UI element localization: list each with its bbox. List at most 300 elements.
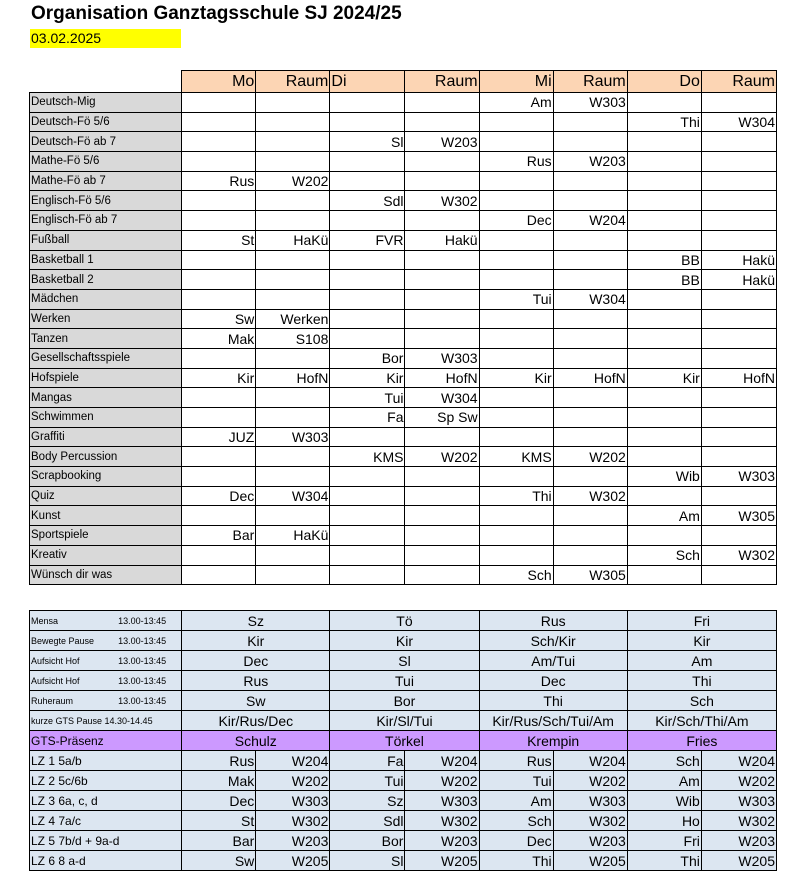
lz-cell: Dec — [479, 831, 553, 851]
schedule-cell — [553, 270, 627, 290]
header-cell: Raum — [256, 71, 330, 93]
duty-cell: Am/Tui — [479, 651, 627, 671]
schedule-cell — [182, 132, 256, 152]
gts-cell: Törkel — [330, 731, 479, 751]
lz-cell: Bor — [330, 831, 405, 851]
schedule-cell — [479, 526, 553, 546]
schedule-cell — [627, 348, 701, 368]
schedule-cell — [256, 506, 330, 526]
schedule-cell — [256, 289, 330, 309]
schedule-cell — [701, 132, 776, 152]
activity-label: Basketball 2 — [30, 270, 182, 290]
lz-cell: Fa — [330, 751, 405, 771]
schedule-cell: Sp Sw — [405, 408, 479, 428]
table-row — [30, 171, 777, 191]
schedule-cell: W303 — [405, 348, 479, 368]
schedule-cell — [182, 270, 256, 290]
schedule-cell — [405, 309, 479, 329]
schedule-cell: BB — [627, 250, 701, 270]
schedule-cell — [182, 408, 256, 428]
schedule-cell: W305 — [553, 565, 627, 585]
schedule-cell: Bar — [182, 526, 256, 546]
table-row — [30, 270, 777, 290]
schedule-cell — [182, 250, 256, 270]
duty-cell: Bor — [330, 691, 479, 711]
schedule-cell — [701, 93, 776, 113]
duty-label-cell — [30, 611, 182, 631]
duty-cell: Kir/Rus/Dec — [182, 711, 330, 731]
duty-time: 13.00-13:45 — [118, 635, 167, 646]
schedule-cell — [330, 112, 405, 132]
duty-time: 13.00-13:45 — [118, 675, 167, 686]
header-cell: Mo — [182, 71, 256, 93]
lz-row — [30, 811, 777, 831]
lz-cell: Sdl — [330, 811, 405, 831]
lz-cell: Rus — [182, 751, 256, 771]
duty-label: Mensa — [31, 615, 59, 626]
schedule-cell — [627, 565, 701, 585]
schedule-cell — [627, 132, 701, 152]
lz-cell: W205 — [553, 851, 627, 871]
lz-cell: W203 — [256, 831, 330, 851]
schedule-cell — [405, 211, 479, 231]
lz-label: LZ 5 7b/d + 9a-d — [30, 831, 182, 851]
schedule-cell — [627, 427, 701, 447]
table-row — [30, 211, 777, 231]
schedule-cell — [256, 132, 330, 152]
schedule-cell — [479, 388, 553, 408]
schedule-cell: BB — [627, 270, 701, 290]
activity-label: Body Percussion — [30, 447, 182, 467]
lz-cell: Sch — [627, 751, 701, 771]
schedule-cell: Thi — [479, 486, 553, 506]
activity-label: Sportspiele — [30, 526, 182, 546]
schedule-cell — [182, 506, 256, 526]
schedule-cell — [701, 565, 776, 585]
schedule-cell — [330, 467, 405, 487]
activity-label: Graffiti — [30, 427, 182, 447]
schedule-cell: Sch — [627, 545, 701, 565]
schedule-cell — [701, 526, 776, 546]
lz-cell: Thi — [479, 851, 553, 871]
lz-row — [30, 751, 777, 771]
schedule-cell — [256, 211, 330, 231]
schedule-cell — [330, 93, 405, 113]
activity-label: Schwimmen — [30, 408, 182, 428]
duty-cell: Kir/Sch/Thi/Am — [627, 711, 776, 731]
duty-label-cell — [30, 691, 182, 711]
schedule-cell — [701, 211, 776, 231]
schedule-cell — [405, 506, 479, 526]
schedule-cell — [701, 427, 776, 447]
schedule-cell: Sl — [330, 132, 405, 152]
schedule-cell — [479, 408, 553, 428]
schedule-cell: W203 — [553, 152, 627, 172]
schedule-cell: W203 — [405, 132, 479, 152]
schedule-cell: Hakü — [405, 230, 479, 250]
table-row — [30, 408, 777, 428]
lz-label: LZ 3 6a, c, d — [30, 791, 182, 811]
schedule-cell — [256, 250, 330, 270]
schedule-cell — [182, 211, 256, 231]
duty-cell: Kir — [627, 631, 776, 651]
lz-cell: W303 — [405, 791, 479, 811]
schedule-cell — [627, 486, 701, 506]
duty-row — [30, 631, 777, 651]
duty-time: 13.00-13:45 — [118, 655, 167, 666]
schedule-cell — [701, 152, 776, 172]
schedule-cell: W304 — [701, 112, 776, 132]
schedule-cell — [405, 270, 479, 290]
schedule-cell — [405, 93, 479, 113]
lz-cell: W205 — [701, 851, 776, 871]
duty-row — [30, 691, 777, 711]
schedule-cell — [405, 152, 479, 172]
schedule-cell — [479, 171, 553, 191]
lz-row — [30, 851, 777, 871]
schedule-cell: W202 — [256, 171, 330, 191]
lz-cell: W303 — [553, 791, 627, 811]
schedule-cell — [405, 545, 479, 565]
schedule-cell: W303 — [553, 93, 627, 113]
schedule-cell: Kir — [479, 368, 553, 388]
activity-label: Basketball 1 — [30, 250, 182, 270]
schedule-cell — [256, 447, 330, 467]
duty-cell: Kir — [330, 631, 479, 651]
schedule-cell — [405, 329, 479, 349]
schedule-cell: Sw — [182, 309, 256, 329]
schedule-cell: Rus — [479, 152, 553, 172]
activity-label: Kunst — [30, 506, 182, 526]
schedule-cell — [553, 506, 627, 526]
schedule-cell — [330, 427, 405, 447]
schedule-cell — [479, 112, 553, 132]
duty-label: Ruheraum — [31, 695, 74, 706]
header-row — [30, 71, 777, 93]
duty-time: 13.00-13:45 — [118, 695, 167, 706]
lz-cell: Thi — [627, 851, 701, 871]
lz-cell: W202 — [701, 771, 776, 791]
duty-label-cell — [30, 651, 182, 671]
schedule-cell: W204 — [553, 211, 627, 231]
page-title: Organisation Ganztagsschule SJ 2024/25 — [31, 3, 402, 24]
schedule-cell — [330, 329, 405, 349]
schedule-cell: Kir — [182, 368, 256, 388]
table-row — [30, 250, 777, 270]
schedule-cell — [479, 348, 553, 368]
schedule-cell — [405, 467, 479, 487]
lz-cell: W302 — [405, 811, 479, 831]
schedule-cell — [479, 230, 553, 250]
schedule-cell — [627, 447, 701, 467]
duty-cell: Dec — [479, 671, 627, 691]
table-row — [30, 427, 777, 447]
duty-label: Bewegte Pause — [31, 635, 95, 646]
schedule-cell — [553, 250, 627, 270]
schedule-cell: Am — [627, 506, 701, 526]
schedule-cell: HofN — [701, 368, 776, 388]
lz-label: LZ 4 7a/c — [30, 811, 182, 831]
schedule-cell — [256, 93, 330, 113]
duty-row — [30, 671, 777, 691]
schedule-cell — [479, 467, 553, 487]
schedule-cell — [553, 309, 627, 329]
schedule-cell — [553, 545, 627, 565]
schedule-cell: S108 — [256, 329, 330, 349]
activity-label: Fußball — [30, 230, 182, 250]
duty-schedule-table — [29, 610, 777, 871]
lz-cell: Sch — [479, 811, 553, 831]
schedule-cell — [182, 152, 256, 172]
lz-cell: Bar — [182, 831, 256, 851]
schedule-cell — [701, 408, 776, 428]
lz-cell: W204 — [553, 751, 627, 771]
duty-label-cell — [30, 631, 182, 651]
schedule-cell: Hakü — [701, 250, 776, 270]
schedule-cell — [405, 171, 479, 191]
lz-row — [30, 831, 777, 851]
schedule-cell — [182, 191, 256, 211]
table-row — [30, 132, 777, 152]
schedule-cell: W202 — [405, 447, 479, 467]
gts-label: GTS-Präsenz — [30, 731, 182, 751]
lz-cell: Sl — [330, 851, 405, 871]
schedule-cell: Hakü — [701, 270, 776, 290]
schedule-cell — [553, 348, 627, 368]
lz-cell: Sz — [330, 791, 405, 811]
lz-label: LZ 2 5c/6b — [30, 771, 182, 791]
schedule-cell — [553, 388, 627, 408]
duty-cell: Sw — [182, 691, 330, 711]
schedule-cell — [330, 250, 405, 270]
schedule-cell: W303 — [701, 467, 776, 487]
lz-cell: W203 — [701, 831, 776, 851]
schedule-cell: FVR — [330, 230, 405, 250]
header-corner — [30, 71, 182, 93]
table-row — [30, 191, 777, 211]
activity-label: Englisch-Fö ab 7 — [30, 211, 182, 231]
duty-cell: Thi — [479, 691, 627, 711]
lz-cell: Am — [627, 771, 701, 791]
lz-cell: Sw — [182, 851, 256, 871]
schedule-cell — [627, 309, 701, 329]
schedule-cell — [330, 486, 405, 506]
schedule-cell — [405, 289, 479, 309]
table-row — [30, 112, 777, 132]
schedule-cell — [182, 93, 256, 113]
activity-label: Mathe-Fö 5/6 — [30, 152, 182, 172]
lz-label: LZ 6 8 a-d — [30, 851, 182, 871]
lz-cell: W204 — [701, 751, 776, 771]
lz-cell: W302 — [256, 811, 330, 831]
lz-cell: W204 — [405, 751, 479, 771]
schedule-cell — [256, 152, 330, 172]
duty-cell: Sch — [627, 691, 776, 711]
schedule-cell: Fa — [330, 408, 405, 428]
lz-cell: Wib — [627, 791, 701, 811]
table-row — [30, 486, 777, 506]
table-row — [30, 93, 777, 113]
schedule-cell: Dec — [479, 211, 553, 231]
schedule-cell — [330, 211, 405, 231]
lz-cell: Mak — [182, 771, 256, 791]
duty-cell: Rus — [182, 671, 330, 691]
schedule-cell — [701, 191, 776, 211]
schedule-cell — [553, 408, 627, 428]
lz-cell: W203 — [553, 831, 627, 851]
schedule-cell — [405, 112, 479, 132]
duty-cell: Tö — [330, 611, 479, 631]
schedule-cell — [627, 230, 701, 250]
schedule-cell: Rus — [182, 171, 256, 191]
schedule-cell: W304 — [405, 388, 479, 408]
schedule-cell — [182, 447, 256, 467]
schedule-cell — [701, 171, 776, 191]
schedule-cell — [553, 526, 627, 546]
schedule-cell — [330, 565, 405, 585]
table-row — [30, 329, 777, 349]
schedule-cell: St — [182, 230, 256, 250]
schedule-cell — [479, 270, 553, 290]
lz-cell: W302 — [553, 811, 627, 831]
activity-label: Gesellschaftsspiele — [30, 348, 182, 368]
schedule-cell — [701, 447, 776, 467]
duty-cell: Fri — [627, 611, 776, 631]
lz-cell: Dec — [182, 791, 256, 811]
schedule-cell: HofN — [405, 368, 479, 388]
activity-label: Deutsch-Fö 5/6 — [30, 112, 182, 132]
lz-cell: W303 — [701, 791, 776, 811]
duty-cell: Thi — [627, 671, 776, 691]
lz-cell: Rus — [479, 751, 553, 771]
lz-row — [30, 771, 777, 791]
lz-label: LZ 1 5a/b — [30, 751, 182, 771]
schedule-cell — [701, 329, 776, 349]
schedule-cell — [701, 230, 776, 250]
schedule-cell: KMS — [479, 447, 553, 467]
header-cell: Raum — [701, 71, 776, 93]
schedule-cell — [479, 309, 553, 329]
schedule-cell — [256, 270, 330, 290]
duty-cell: Am — [627, 651, 776, 671]
schedule-cell — [330, 309, 405, 329]
schedule-cell — [405, 526, 479, 546]
schedule-cell — [182, 388, 256, 408]
activity-label: Wünsch dir was — [30, 565, 182, 585]
lz-cell: W303 — [256, 791, 330, 811]
activity-label: Werken — [30, 309, 182, 329]
lz-cell: W205 — [405, 851, 479, 871]
lz-cell: W202 — [553, 771, 627, 791]
schedule-cell — [405, 565, 479, 585]
schedule-cell: HofN — [553, 368, 627, 388]
schedule-cell: W304 — [553, 289, 627, 309]
lz-cell: Tui — [330, 771, 405, 791]
schedule-cell: Bor — [330, 348, 405, 368]
activity-label: Mangas — [30, 388, 182, 408]
schedule-cell — [182, 545, 256, 565]
schedule-cell — [182, 112, 256, 132]
schedule-cell — [701, 309, 776, 329]
duty-time: 13.00-13:45 — [118, 615, 167, 626]
table-row — [30, 526, 777, 546]
schedule-cell — [330, 270, 405, 290]
lz-cell: W302 — [701, 811, 776, 831]
schedule-cell: Kir — [627, 368, 701, 388]
schedule-cell — [256, 545, 330, 565]
schedule-cell — [479, 427, 553, 447]
schedule-cell — [627, 191, 701, 211]
schedule-cell: Tui — [330, 388, 405, 408]
lz-cell: W204 — [256, 751, 330, 771]
schedule-cell: W303 — [256, 427, 330, 447]
lz-cell: W203 — [405, 831, 479, 851]
duty-row — [30, 711, 777, 731]
duty-cell: Rus — [479, 611, 627, 631]
duty-cell: Kir — [182, 631, 330, 651]
activity-label: Mathe-Fö ab 7 — [30, 171, 182, 191]
schedule-cell — [553, 132, 627, 152]
lz-cell: Am — [479, 791, 553, 811]
table-row — [30, 230, 777, 250]
schedule-cell — [627, 93, 701, 113]
schedule-cell — [256, 112, 330, 132]
activity-schedule-table — [29, 70, 777, 585]
lz-cell: St — [182, 811, 256, 831]
schedule-cell: Mak — [182, 329, 256, 349]
table-row — [30, 467, 777, 487]
schedule-cell — [553, 191, 627, 211]
schedule-cell: Tui — [479, 289, 553, 309]
schedule-cell: Sch — [479, 565, 553, 585]
schedule-cell — [330, 506, 405, 526]
table-row — [30, 545, 777, 565]
schedule-cell — [256, 408, 330, 428]
lz-cell: Fri — [627, 831, 701, 851]
schedule-cell — [405, 427, 479, 447]
duty-label: kurze GTS Pause 14.30-14.45 — [31, 715, 153, 726]
schedule-cell — [627, 329, 701, 349]
schedule-cell — [627, 526, 701, 546]
schedule-cell: W304 — [256, 486, 330, 506]
schedule-cell — [256, 467, 330, 487]
header-cell: Do — [627, 71, 701, 93]
gts-cell: Schulz — [182, 731, 330, 751]
schedule-cell — [553, 171, 627, 191]
header-cell: Raum — [405, 71, 479, 93]
table-row — [30, 348, 777, 368]
duty-cell: Kir/Sl/Tui — [330, 711, 479, 731]
lz-cell: Tui — [479, 771, 553, 791]
lz-cell: Ho — [627, 811, 701, 831]
header-cell: Raum — [553, 71, 627, 93]
schedule-cell — [627, 211, 701, 231]
schedule-cell — [330, 526, 405, 546]
table-row — [30, 152, 777, 172]
table-row — [30, 309, 777, 329]
schedule-cell — [627, 289, 701, 309]
activity-label: Scrapbooking — [30, 467, 182, 487]
schedule-cell: Thi — [627, 112, 701, 132]
schedule-cell — [701, 486, 776, 506]
duty-cell: Sz — [182, 611, 330, 631]
schedule-cell — [182, 467, 256, 487]
lz-cell: W202 — [405, 771, 479, 791]
schedule-cell: Sdl — [330, 191, 405, 211]
schedule-cell — [479, 506, 553, 526]
lz-cell: W205 — [256, 851, 330, 871]
activity-label: Englisch-Fö 5/6 — [30, 191, 182, 211]
